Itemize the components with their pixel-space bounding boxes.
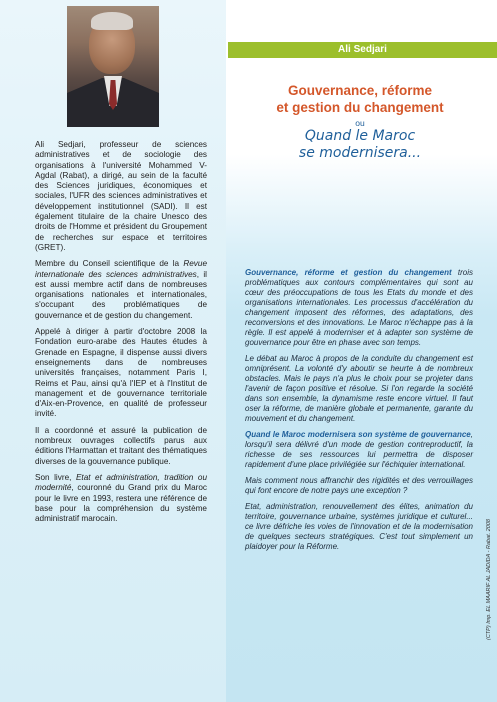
journal-title: Revue internationale des sciences administratives bbox=[35, 259, 207, 279]
title-connector: ou bbox=[355, 118, 365, 128]
bio-paragraph-1: Ali Sedjari, professeur de sciences administratives et de sociologie des organisations à l'université Mohammed V-Agdal (Rabat), a dirigé, au sein de la faculté des Sciences juridiques, économiques et sociales, l'UFR des sciences administratives et développement institutionnel (SADI). Il est également titulaire de la chaire Unesco des droits de l'Homme et président du Groupement de recherches sur espace et territoires (GRET). bbox=[35, 140, 207, 252]
summary-paragraph-3: Quand le Maroc modernisera son système de gouvernance, lorsqu'il sera délivré d'un mode de gestion contreproductif, la richesse de ses ressources lui permettra de disposer rapidement d'une place privilégiée sur l'échiquier international. bbox=[245, 430, 473, 469]
bio-paragraph-2: Membre du Conseil scientifique de la Revue internationale des sciences administratives, il est aussi membre actif dans de nombreuses organisations nationales et internationales, s'occupant des problématiques de gouvernance et de gestion du changement. bbox=[35, 259, 207, 320]
top-stripe bbox=[226, 0, 497, 8]
bio-author-name: Ali Sedjari bbox=[35, 140, 84, 149]
summary-paragraph-1: Gouvernance, réforme et gestion du changement trois problématiques aux contours complémentaires qui sont au cœur des préoccupations de tous les Etats du monde et des organisations internationales. Les processus d'accélération du changement imposent des réformes, des adaptations, des reconversions et des innovations. Le Maroc n'échappe pas à la règle. Il est appelé à moderniser et à adapter son système de gouvernance pour être en phase avec son temps. bbox=[245, 268, 473, 347]
bio-paragraph-4: Il a coordonné et assuré la publication de nombreux ouvrages collectifs parus aux éditions l'Harmattan et traitant des thématiques diverses de la gouvernance publique. bbox=[35, 425, 207, 466]
summary-highlight-1: Gouvernance, réforme et gestion du changement bbox=[245, 268, 452, 277]
summary-highlight-2: Quand le Maroc modernisera son système de gouvernance bbox=[245, 430, 471, 439]
author-name-bar: Ali Sedjari bbox=[228, 42, 497, 58]
bio-paragraph-5: Son livre, Etat et administration, tradition ou modernité, couronné du Grand prix du Maroc pour le livre en 1993, restera une référence de base pour la compréhension du système administratif marocain. bbox=[35, 472, 207, 524]
bio-paragraph-3: Appelé à diriger à partir d'octobre 2008 la Fondation euro-arabe des Hautes études à Grenade en Espagne, il dispense aussi divers enseignements dans de nombreuses universités françaises, notamment Paris I, Reims et Pau, ainsi qu'à l'IEP et à l'Institut de management et de gouvernance territoriale d'Aix-en-Provence, en qualité de professeur invité. bbox=[35, 327, 207, 419]
author-biography bbox=[35, 140, 207, 530]
book-subtitle-line-1: Quand le Maroc bbox=[304, 128, 416, 144]
book-title-block bbox=[240, 82, 480, 162]
summary-paragraph-5: Etat, administration, renouvellement des élites, animation du territoire, gouvernance urbaine, systèmes juridique et culturel... ce livre défriche les voies de l'innovation et de la modernisation de quelques secteurs stratégiques. C'est tout simplement un plaidoyer pour la Réforme. bbox=[245, 502, 473, 551]
printer-imprint: (CTP) Imp. EL MAARIF AL JADIDA - Rabat. 2008 bbox=[486, 519, 492, 640]
book-summary bbox=[245, 268, 473, 558]
author-photo bbox=[67, 6, 159, 127]
book-title-line-2: et gestion du changement bbox=[276, 100, 444, 115]
summary-paragraph-2: Le débat au Maroc à propos de la conduite du changement est omniprésent. La volonté d'y aboutir se heurte à de nombreux obstacles. Mais le pays n'a plus le choix pour se projeter dans l'avenir de façon positive et résolue. Si l'on regarde la société dans son ensemble, la dynamisme reste encore virtuel. Il faut oser la réforme, de manière globale et permanente, garante du mouvement et du changement. bbox=[245, 354, 473, 423]
previous-book-title: Etat et administration, tradition ou modernité bbox=[35, 472, 207, 493]
book-title-line-1: Gouvernance, réforme bbox=[287, 83, 433, 98]
book-subtitle-line-2: se modernisera... bbox=[298, 145, 422, 161]
summary-paragraph-4: Mais comment nous affranchir des rigidités et des verrouillages qui font encore de notre pays une exception ? bbox=[245, 476, 473, 495]
